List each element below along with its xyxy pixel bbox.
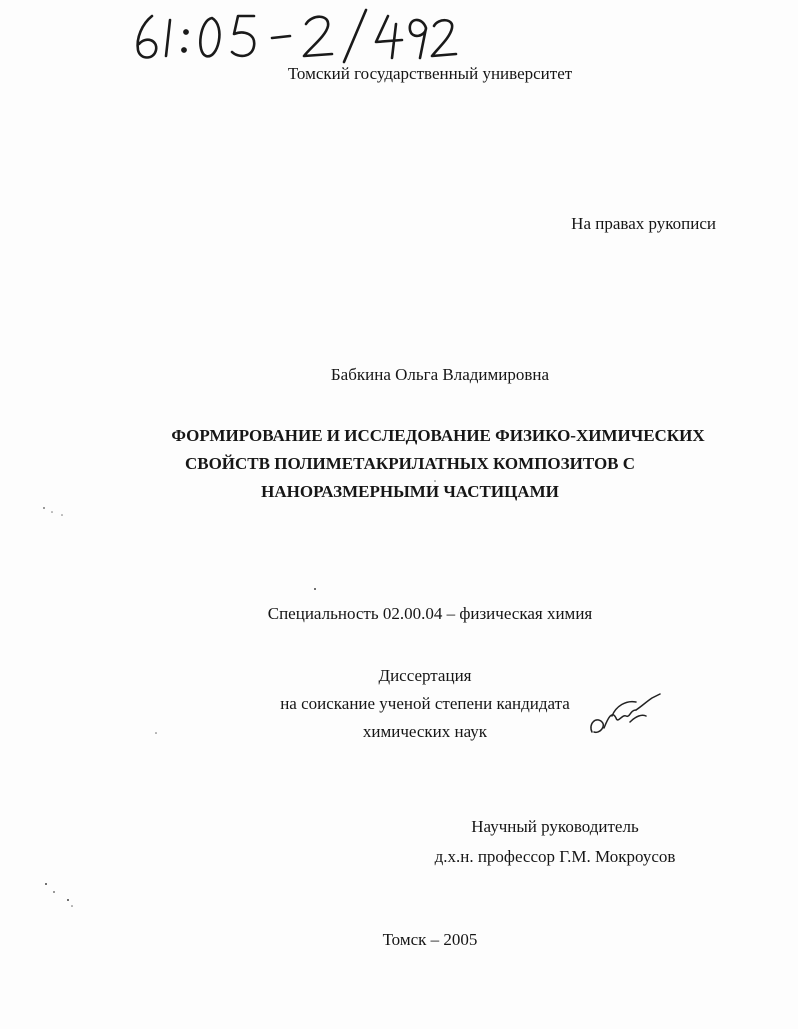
handwritten-code	[130, 6, 460, 64]
scan-speck	[432, 478, 438, 486]
dissertation-line: Диссертация	[378, 666, 472, 685]
specialty-line: Специальность 02.00.04 – физическая химия	[267, 604, 593, 623]
dissertation-title	[110, 422, 750, 506]
scan-speck	[312, 586, 318, 592]
signature-mark	[586, 688, 662, 742]
title-line: СВОЙСТВ ПОЛИМЕТАКРИЛАТНЫХ КОМПОЗИТОВ С	[184, 454, 636, 473]
advisor-name: д.х.н. профессор Г.М. Мокроусов	[434, 847, 676, 866]
author-name: Бабкина Ольга Владимировна	[330, 365, 550, 384]
advisor-block	[400, 812, 710, 872]
university-name: Томский государственный университет	[287, 64, 573, 83]
advisor-label: Научный руководитель	[471, 817, 639, 836]
manuscript-note: На правах рукописи	[571, 214, 716, 233]
dissertation-line: химических наук	[362, 722, 488, 741]
place-year: Томск – 2005	[382, 930, 478, 949]
scan-speck	[40, 505, 70, 519]
dissertation-line: на соискание ученой степени кандидата	[280, 694, 570, 713]
title-line: ФОРМИРОВАНИЕ И ИССЛЕДОВАНИЕ ФИЗИКО-ХИМИЧЕСКИХ	[171, 426, 705, 445]
scan-speck	[153, 730, 159, 736]
scan-speck	[40, 880, 80, 910]
title-line: НАНОРАЗМЕРНЫМИ ЧАСТИЦАМИ	[261, 482, 559, 501]
dissertation-degree-block	[200, 662, 650, 746]
